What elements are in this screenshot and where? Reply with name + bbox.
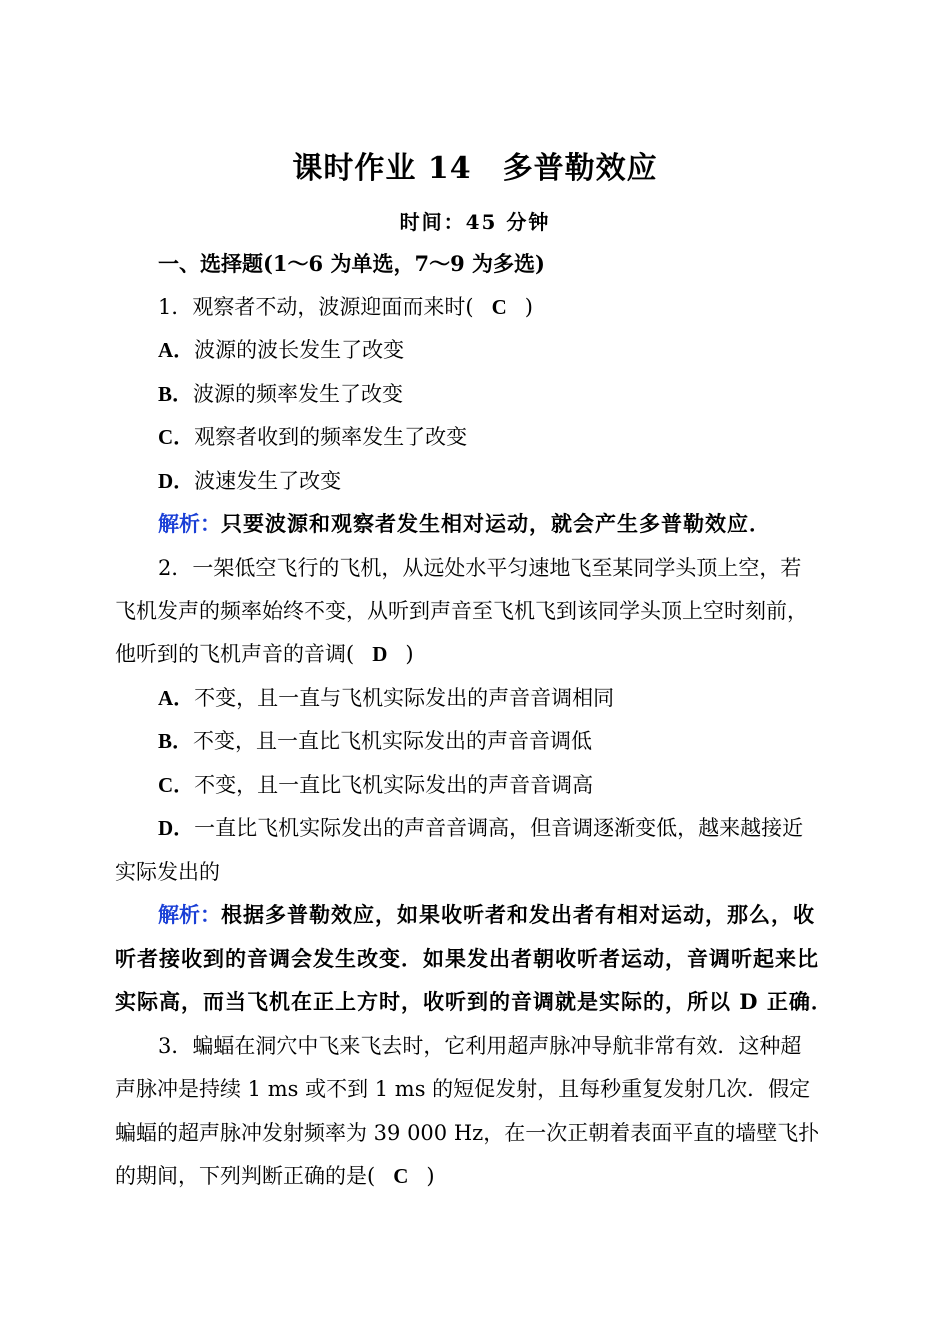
question-1-option-b: B．波源的频率发生了改变 [158, 382, 404, 406]
question-1-option-a: A．波源的波长发生了改变 [158, 338, 405, 362]
question-2-option-b: B．不变，且一直比飞机实际发出的声音音调低 [158, 729, 593, 753]
question-1-answer: C [491, 295, 507, 319]
question-3-stem-line-4: 的期间，下列判断正确的是( C ) [115, 1164, 435, 1188]
question-2-option-a: A．不变，且一直与飞机实际发出的声音音调相同 [158, 686, 615, 710]
question-1-analysis: 解析：只要波源和观察者发生相对运动，就会产生多普勒效应． [158, 511, 771, 536]
question-2-analysis-line-1: 解析：根据多普勒效应，如果收听者和发出者有相对运动，那么，收 [158, 902, 815, 927]
question-2-analysis-line-2: 听者接收到的音调会发生改变．如果发出者朝收听者运动，音调听起来比 [115, 946, 819, 971]
question-2-stem-line-3: 他听到的飞机声音的音调( D ) [115, 642, 414, 666]
question-3-answer: C [393, 1164, 409, 1188]
question-3-stem-line-3: 蝙蝠的超声脉冲发射频率为 39 000 Hz，在一次正朝着表面平直的墙壁飞扑 [115, 1121, 820, 1145]
question-3-stem-line-2: 声脉冲是持续 1 ms 或不到 1 ms 的短促发射，且每秒重复发射几次．假定 [115, 1077, 811, 1101]
question-2-stem-line-1: 2．一架低空飞行的飞机，从远处水平匀速地飞至某同学头顶上空，若 [158, 556, 802, 580]
question-2-answer: D [372, 642, 388, 666]
question-2-stem-line-2: 飞机发声的频率始终不变，从听到声音至飞机飞到该同学头顶上空时刻前， [115, 599, 808, 623]
question-1-option-d: D．波速发生了改变 [158, 469, 342, 493]
question-1-option-c: C．观察者收到的频率发生了改变 [158, 425, 468, 449]
page-title: 课时作业 14 多普勒效应 [292, 151, 658, 186]
question-2-option-d-continued: 实际发出的 [115, 860, 220, 884]
question-2-analysis-line-3: 实际高，而当飞机在正上方时，收听到的音调就是实际的，所以 D 正确． [115, 989, 833, 1014]
question-1-stem: 1．观察者不动，波源迎面而来时( C ) [158, 295, 533, 319]
section-heading: 一、选择题(1～6 为单选，7～9 为多选) [158, 251, 545, 276]
question-2-option-c: C．不变，且一直比飞机实际发出的声音音调高 [158, 773, 594, 797]
question-2-option-d: D．一直比飞机实际发出的声音音调高，但音调逐渐变低，越来越接近 [158, 816, 804, 840]
question-3-stem-line-1: 3．蝙蝠在洞穴中飞来飞去时，它利用超声脉冲导航非常有效．这种超 [158, 1034, 802, 1058]
time-limit: 时间：45 分钟 [399, 210, 551, 234]
